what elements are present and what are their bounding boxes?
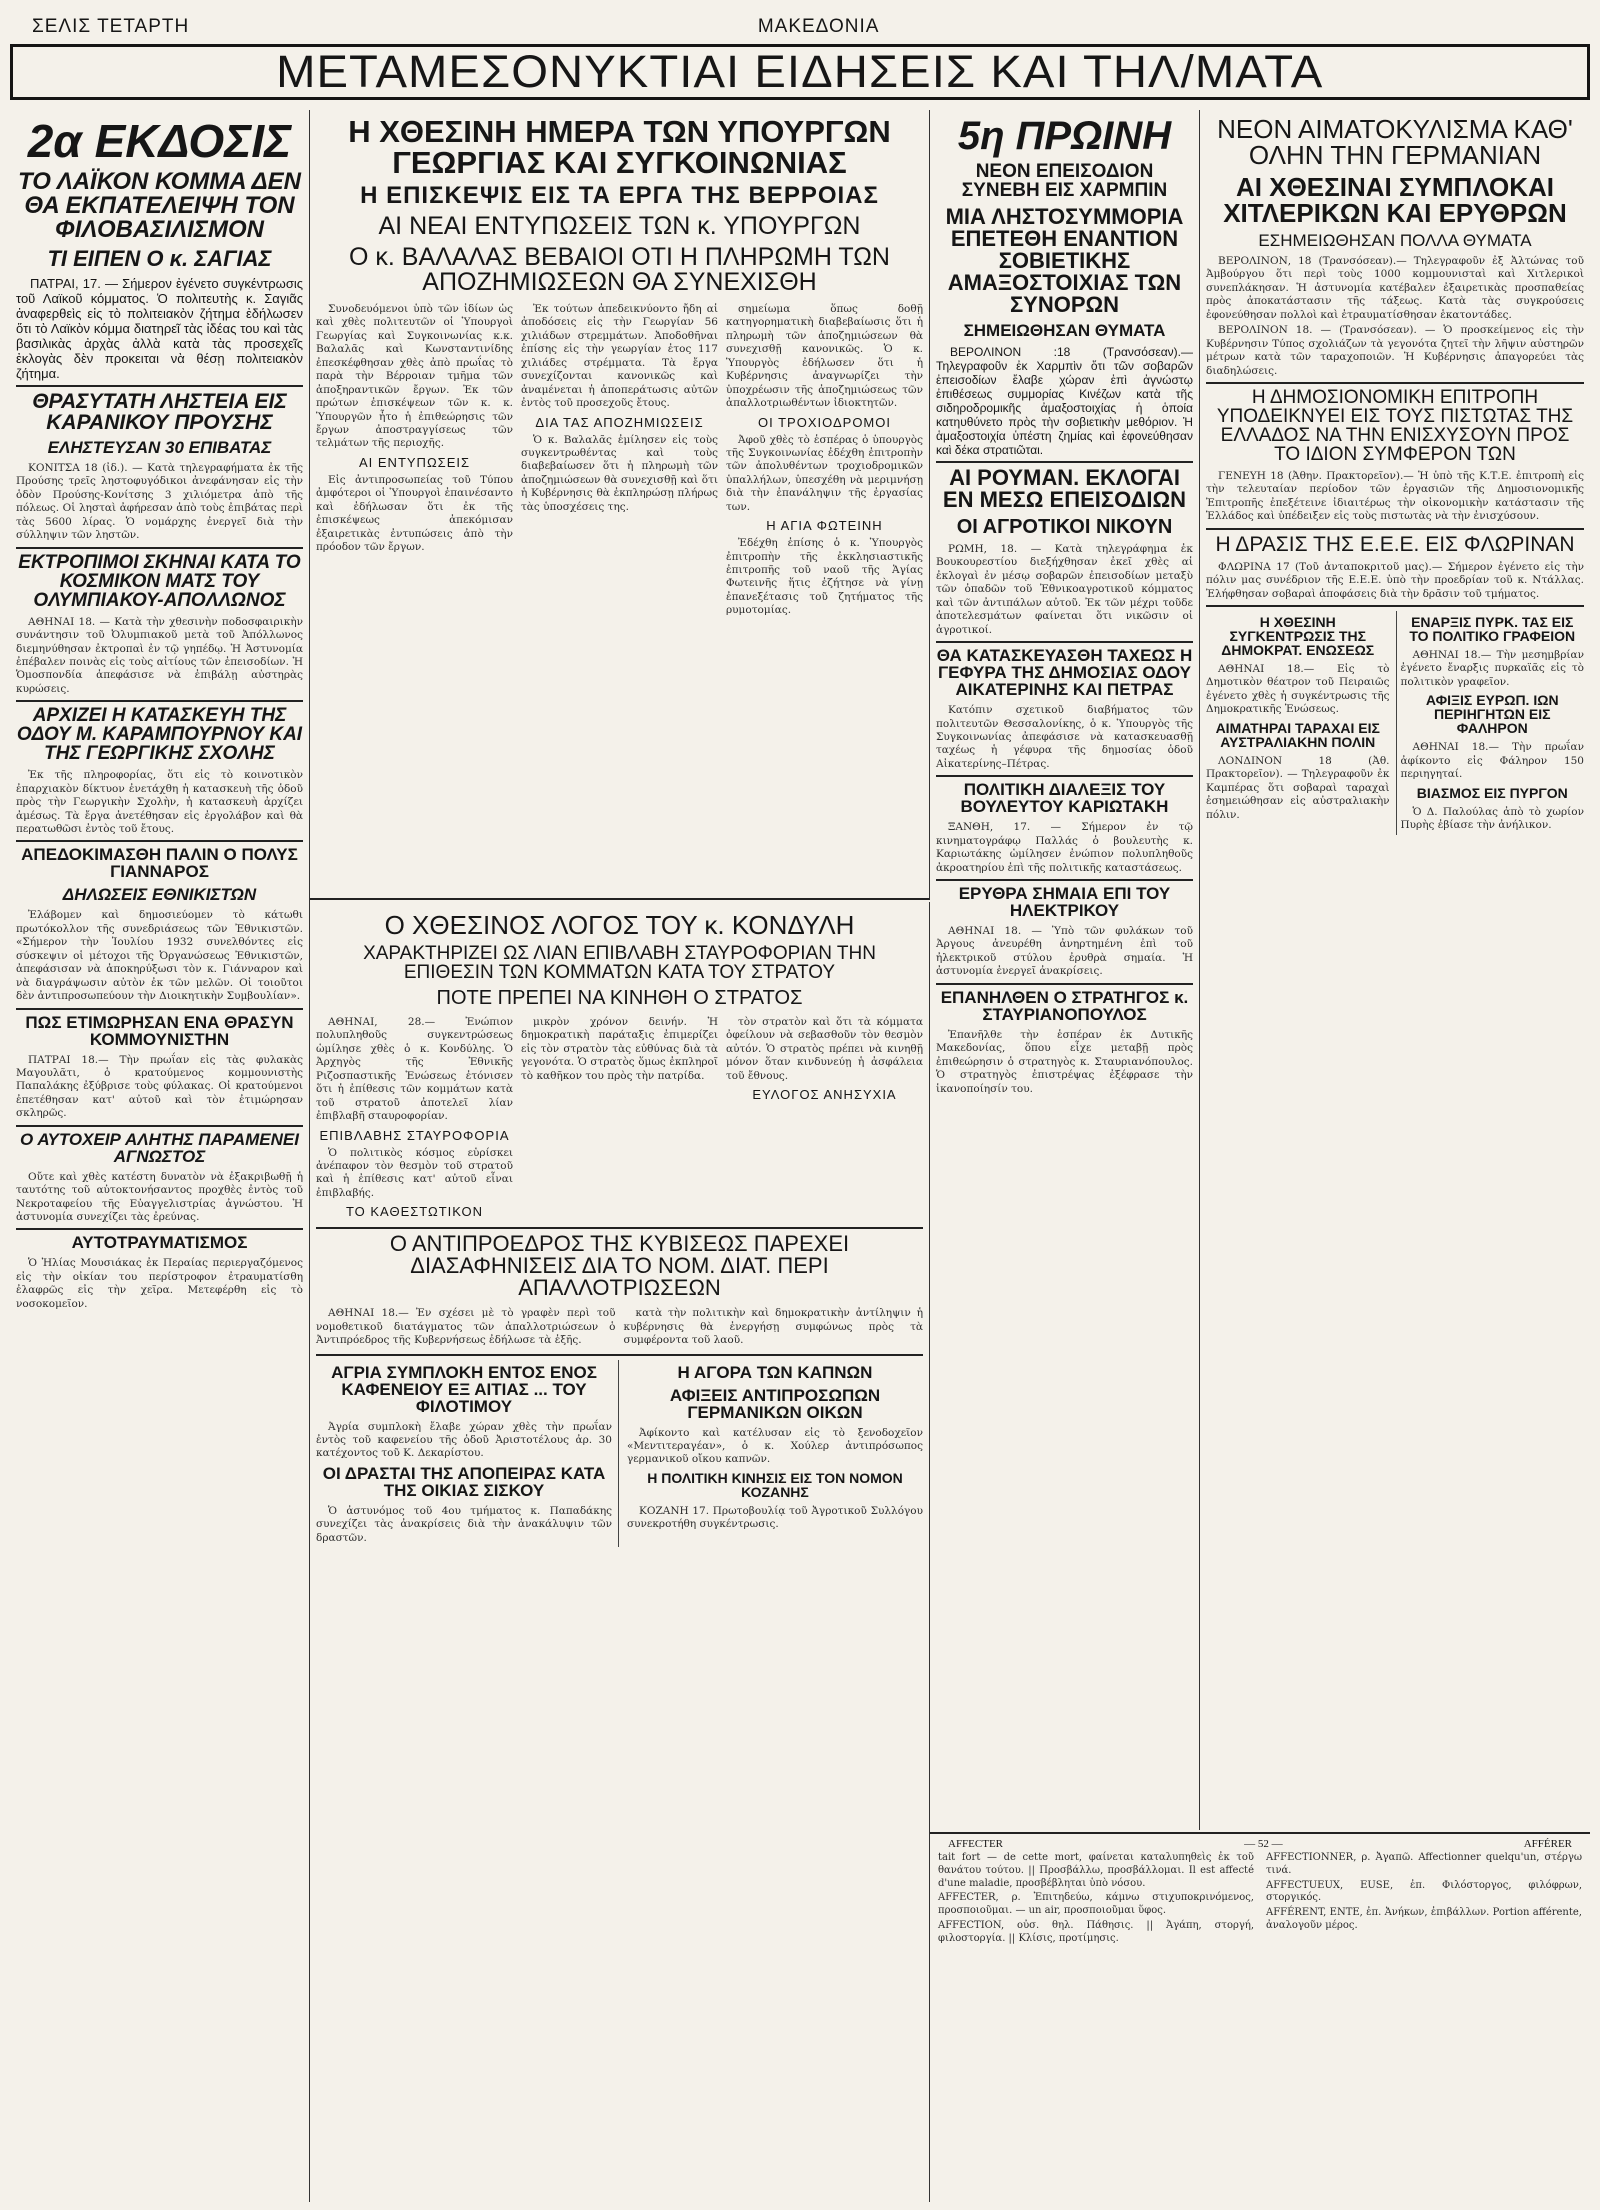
article-body: Ἐκ τούτων ἀπεδεικνύοντο ἤδη αἱ ἀποδόσεις εἰς τὴν Γεωργίαν 56 χιλιάδων στρεμμάτων. Ἀποδοθῆναι ἐπίσης εἰς τὴν γεωργίαν ἐτος 117 χιλιάδες στρέμματα. Τὰ ἔργα συνεχίζονται κανονικῶς καὶ ἀναμένεται ἡ ἀποπεράτωσις αὐτῶν ἐντὸς τοῦ προσεχοῦς ἔτους. [521, 303, 718, 410]
article-body: ΞΑΝΘΗ, 17. — Σήμερον ἐν τῷ κινηματογράφῳ Παλλάς ὁ βουλευτὴς κ. Καριωτάκης ὡμίλησεν ἐνώπιον πολυπληθοῦς ἀκροατηρίου ἐπὶ τῆς πολιτικῆς καταστάσεως. [936, 821, 1193, 874]
headline: ΠΟΛΙΤΙΚΗ ΔΙΑΛΕΞΙΣ ΤΟΥ ΒΟΥΛΕΥΤΟΥ ΚΑΡΙΩΤΑΚΗ [960, 780, 1169, 817]
divider [16, 547, 303, 549]
subheadline: ΑΙ ΝΕΑΙ ΕΝΤΥΠΩΣΕΙΣ ΤΩΝ κ. ΥΠΟΥΡΓΩΝ [378, 212, 861, 240]
article-body: Ὁ κ. Βαλαλᾶς ἐμίλησεν εἰς τοὺς συγκεντρωθέντας καὶ τοὺς διαβεβαίωσεν ὅτι ἡ πληρωμὴ τῶν ἀποζημιώσεων θὰ συνεχισθῇ καὶ ὅτι ἡ Κυβέρνησις θὰ ἐκπληρώσῃ πλήρως τὰς ὑποσχέσεις της. [521, 433, 718, 513]
article-body: Εἰς ἀντιπροσωπείας τοῦ Τύπου ἀμφότεροι οἱ Ὑπουργοὶ ἐπαινέσαντο καὶ ἐδήλωσαν ὅτι ἐκ τῆς ἐπισκέψεως ἀπεκόμισαν ἐξαιρετικὰς ἐντυπώσεις ἀπὸ τὴν πρόοδον τῶν ἔργων. [316, 473, 513, 553]
divider [16, 840, 303, 842]
article-grid [10, 110, 1590, 2202]
subheadline: ΕΛΗΣΤΕΥΣΑΝ 30 ΕΠΙΒΑΤΑΣ [47, 438, 272, 457]
headline: ΤΟ ΛΑΪΚΟΝ ΚΟΜΜΑ ΔΕΝ ΘΑ ΕΚΠΑΤΕΛΕΙΨΗ ΤΟΝ ΦΙΛΟΒΑΣΙΛΙΣΜΟΝ [18, 168, 301, 243]
section-heading: ΕΥΛΟΓΟΣ ΑΝΗΣΥΧΙΑ [752, 1087, 897, 1103]
dictionary-entry: AFFECTIONNER, ρ. Ἀγαπῶ. Affectionner quelqu'un, στέργω τινά. [1266, 1852, 1582, 1876]
headline: ΝΕΟΝ ΕΠΕΙΣΟΔΙΟΝ ΣΥΝΕΒΗ ΕΙΣ ΧΑΡΜΠΙΝ [961, 161, 1168, 201]
subheadline: ΣΗΜΕΙΩΘΗΣΑΝ ΘΥΜΑΤΑ [963, 321, 1166, 340]
column-2 [310, 110, 930, 900]
dictionary-columns [938, 1850, 1582, 1948]
dictionary-entry: AFFECTUEUX, EUSE, ἐπ. Φιλόστοργος, φιλόφρων, στοργικός. [1266, 1879, 1582, 1904]
subheadline: ΧΑΡΑΚΤΗΡΙΖΕΙ ΩΣ ΛΙΑΝ ΕΠΙΒΛΑΒΗ ΣΤΑΥΡΟΦΟΡΙΑΝ ΤΗΝ ΕΠΙΘΕΣΙΝ ΤΩΝ ΚΟΜΜΑΤΩΝ ΚΑΤΑ ΤΟΥ ΣΤΡΑΤΟΥ [363, 943, 876, 983]
news-item [316, 1360, 619, 1548]
text-column [316, 301, 513, 620]
dictionary-page-number: — 52 — [1244, 1838, 1283, 1850]
subheadline: ΤΙ ΕΙΠΕΝ Ο κ. ΣΑΓΙΑΣ [47, 246, 272, 271]
headline: Η ΔΗΜΟΣΙΟΝΟΜΙΚΗ ΕΠΙΤΡΟΠΗ ΥΠΟΔΕΙΚΝΥΕΙ ΕΙΣ ΤΟΥΣ ΠΙΣΤΩΤΑΣ ΤΗΣ ΕΛΛΑΔΟΣ ΝΑ ΤΗΝ ΕΝΙΣΧΥΣΟΥΝ ΠΡΟΣ ΤΟ ΙΔΙΟΝ ΣΥΜΦΕΡΟΝ ΤΩΝ [1216, 386, 1574, 465]
article-body: Ἀφίκοντο καὶ κατέλυσαν εἰς τὸ ξενοδοχεῖον «Μεντιτεραγέαν», ὁ κ. Χούλερ ἀντιπρόσωπος γερμανικοῦ οἴκου καπνῶν. [627, 1426, 923, 1466]
article-body: τὸν στρατὸν καὶ ὅτι τὰ κόμματα ὀφείλουν νὰ σεβασθοῦν τὸν θεσμὸν αὐτόν. Ὁ στρατὸς πρέπει νὰ κινηθῇ μόνον ὅταν κινδυνεύῃ ἡ ἀσφάλεια τοῦ ἔθνους. [726, 1016, 923, 1082]
headline: Η ΔΡΑΣΙΣ ΤΗΣ Ε.Ε.Ε. ΕΙΣ ΦΛΩΡΙΝΑΝ [1215, 532, 1575, 556]
text-column [316, 1014, 513, 1223]
subheadline: ΕΣΗΜΕΙΩΘΗΣΑΝ ΠΟΛΛΑ ΘΥΜΑΤΑ [1258, 231, 1532, 250]
divider [16, 385, 303, 387]
divider [16, 700, 303, 702]
newspaper-page [10, 8, 1590, 2202]
page-label: ΣΕΛΙΣ ΤΕΤΑΡΤΗ [32, 16, 190, 37]
article-body: ΑΘΗΝΑΙ 18.— Τὴν μεσημβρίαν ἐγένετο ἔναρξις πυρκαϊᾶς εἰς τὸ πολιτικὸν γραφεῖον. [1400, 649, 1584, 688]
masthead-top [10, 8, 1590, 38]
divider [316, 1227, 923, 1229]
divider [1206, 382, 1584, 384]
headline: Η ΑΓΟΡΑ ΤΩΝ ΚΑΠΝΩΝ [677, 1362, 873, 1382]
article-body: Ὁ Ἠλίας Μουσιάκας ἐκ Περαίας περιεργαζόμενος εἰς τὴν οἰκίαν του περίστροφον ἐτραυματίσθη ἐλαφρῶς εἰς τὴν χεῖρα. Μετεφέρθη εἰς τὸ νοσοκομεῖον. [16, 1257, 303, 1310]
article-columns [316, 301, 923, 620]
article-body: Ὁ ἀστυνόμος τοῦ 4ου τμήματος κ. Παπαδάκης συνεχίζει τὰς ἀνακρίσεις διὰ τὴν ἀνακάλυψιν τῶν δραστῶν. [316, 1504, 612, 1544]
headline: ΕΚΤΡΟΠΙΜΟΙ ΣΚΗΝΑΙ ΚΑΤΑ ΤΟ ΚΟΣΜΙΚΟΝ ΜΑΤΣ ΤΟΥ ΟΛΥΜΠΙΑΚΟΥ-ΑΠΟΛΛΩΝΟΣ [18, 551, 301, 611]
news-item [1206, 611, 1390, 835]
headline: ΟΙ ΔΡΑΣΤΑΙ ΤΗΣ ΑΠΟΠΕΙΡΑΣ ΚΑΤΑ ΤΗΣ ΟΙΚΙΑΣ ΣΙΣΚΟΥ [322, 1463, 606, 1500]
article-body: Ἐλάβομεν καὶ δημοσιεύομεν τὸ κάτωθι πρωτόκολλον τῆς συνεδριάσεως τῶν Ἐθνικιστῶν. «Σήμερον τὴν Ἰουλίου 1932 συνελθόντες εἰς σύσκεψιν οἱ μέτοχοι τῆς Ὀργανώσεως Ἐθνικιστῶν, ἀπεφάσισαν νὰ ἀποκηρύξωσι τὸν κ. Γιάνναρον καὶ νὰ διαγράψωσιν αὐτὸν ἐκ τῶν μελῶν. Οἱ τοιοῦτοι δὲν ἀντιπροσωπεύουν τὴν Διοικητικὴν Συμβουλίαν». [16, 909, 303, 1003]
article-body: ΑΘΗΝΑΙ 18. — Κατὰ τὴν χθεσινὴν ποδοσφαιρικὴν συνάντησιν τοῦ Ὀλυμπιακοῦ μετὰ τοῦ Ἀπόλλωνος διεμηνύθησαν ἐκτροπαὶ ἐν τῷ γηπέδῳ. Ἡ Ἀστυνομία ἐπέβαλεν ποινὰς εἰς τοὺς αἰτίους τῶν ἐπεισοδίων. Ἡ Ὁμοσπονδία ἀπεφάσισε νὰ ἐπιβάλῃ αὐστηρὰς κυρώσεις. [16, 615, 303, 695]
article-body: ΑΘΗΝΑΙ 18. — Ὑπὸ τῶν φυλάκων τοῦ Ἀργους ἀνευρέθη ἀνηρτημένη ἐπὶ τοῦ ἠλεκτρικοῦ στύλου ἐρυθρὰ σημαία. Ἡ ἀστυνομία ἐνεργεῖ ἀνακρίσεις. [936, 925, 1193, 978]
article-body: ΡΩΜΗ, 18. — Κατὰ τηλεγράφημα ἐκ Βουκουρεστίου διεξήχθησαν ἐκεῖ χθὲς αἱ ἐκλογαὶ ἐν μέσῳ σοβαρῶν ἐπεισοδίων μεταξὺ τῶν ὀπαδῶν τοῦ Ἐθνικοαγροτικοῦ κόμματος καὶ τῶν ἀντιπάλων αὐτοῦ. Ἐκ τῶν μέχρι τοῦδε ἀποτελεσμάτων φαίνεται ὅτι νικῶσιν οἱ ἀγροτικοί. [936, 543, 1193, 636]
headline: ΕΠΑΝΗΛΘΕΝ Ο ΣΤΡΑΤΗΓΟΣ κ. ΣΤΑΥΡΙΑΝΟΠΟΥΛΟΣ [940, 987, 1189, 1024]
article-body: Συνοδευόμενοι ὑπὸ τῶν ἰδίων ὡς καὶ χθὲς πολιτευτῶν οἱ Ὑπουργοὶ Γεωργίας καὶ Συγκοινωνίας κ.κ. Βαλαλᾶς καὶ Κωνσταντινίδης ἐπεσκέφθησαν χθὲς ἀπὸ πρωΐας τὸ παρὰ τὴν Βέρροιαν τμῆμα τῶν ἀποξηραντικῶν ἔργων. Ἐκ τῶν πρώτων ἐπισκέψεων τῶν κ. κ. Ὑπουργῶν ἦτο ἡ ἐπιθεώρησις τῶν ἔργων ἀποστραγγίσεως τῶν τελμάτων τῆς περιοχῆς. [316, 303, 513, 450]
article-body: Ὁ πολιτικὸς κόσμος εὑρίσκει ἀνέπαφον τὸν θεσμὸν τοῦ στρατοῦ καὶ ἡ ἐπίθεσις κατ' αὐτοῦ εἶναι ἐπιβλαβής. [316, 1146, 513, 1199]
article-body: ΒΕΡΟΛΙΝΟΝ, 18 (Τρανσόσεαν).— Τηλεγραφοῦν ἐξ Ἀλτώνας τοῦ Ἀμβούργου ὅτι περὶ τοὺς 1000 κομμουνισταὶ καὶ Χιτλερικοὶ συνεπλάκησαν. Ἡ ἀστυνομία κατέβαλεν ἐξαιρετικὰς προσπαθείας πρὸς ἀποκατάστασιν τῆς τάξεως. Κατὰ τὰς συγκρούσεις ἐφονεύθησαν πολλοὶ καὶ ἐτραυματίσθησαν ἑκατοντάδες. [1206, 255, 1584, 321]
news-item [627, 1360, 923, 1548]
article-body: ΑΘΗΝΑΙ 18.— Τὴν πρωΐαν ἀφίκοντο εἰς Φάληρον 150 περιηγηταί. [1400, 741, 1584, 781]
article-body: Ἐκ τῆς πληροφορίας, ὅτι εἰς τὸ κοινοτικὸν ἐπαρχιακὸν δίκτυον ἐνετάχθη ἡ κατασκευὴ τῆς ὁδοῦ πρὸς τὴν Γεωργικὴν Σχολὴν, ἡ κατασκευὴ ἀρχίζει ἀμέσως. Τὰ ἔργα ἀνετέθησαν εἰς ἐργολάβον καὶ θὰ περατωθῶσι ἐντὸς τοῦ ἔτους. [16, 769, 303, 835]
article-columns [316, 1305, 923, 1349]
article-body: Ἀφοῦ χθὲς τὸ ἑσπέρας ὁ ὑπουργὸς τῆς Συγκοινωνίας ἐδέχθη ἐπιτροπὴν τῶν ἀπολυθέντων τροχιοδρομικῶν ὑπαλλήλων, ὑπεσχέθη νὰ μεριμνήσῃ διὰ τὴν ἐπανάληψιν τῆς ἐργασίας των. [726, 433, 923, 513]
article-body: Ἐπανῆλθε τὴν ἑσπέραν ἐκ Δυτικῆς Μακεδονίας, ὅπου εἶχε μεταβῇ πρὸς ἐπιθεώρησιν ὁ στρατηγὸς κ. Σταυριανόπουλος. Ὁ στρατηγὸς ἐπιστρέψας ἐξέφρασε τὴν ἱκανοποίησίν του. [936, 1028, 1193, 1095]
headline: ΘΡΑΣΥΤΑΤΗ ΛΗΣΤΕΙΑ ΕΙΣ ΚΑΡΑΝΙΚΟΥ ΠΡΟΥΣΗΣ [32, 390, 287, 434]
headline: ΑΓΡΙΑ ΣΥΜΠΛΟΚΗ ΕΝΤΟΣ ΕΝΟΣ ΚΑΦΕΝΕΙΟΥ ΕΞ ΑΙΤΙΑΣ ... ΤΟΥ ΦΙΛΟΤΙΜΟΥ [331, 1362, 597, 1416]
subheadline: ΔΗΛΩΣΕΙΣ ΕΘΝΙΚΙΣΤΩΝ [62, 885, 257, 905]
divider [16, 1008, 303, 1010]
section-heading: ΟΙ ΤΡΟΧΙΟΔΡΟΜΟΙ [758, 414, 891, 430]
section-heading: Η ΑΓΙΑ ΦΩΤΕΙΝΗ [766, 518, 883, 534]
article-body: Ὁ Δ. Παλούλας ἀπὸ τὸ χωρίον Πυρὴς ἐβίασε τὴν ἀνήλικον. [1400, 805, 1584, 832]
dictionary-right-word: AFFÉRER [1523, 1838, 1572, 1850]
dictionary-left-word: AFFECTER [948, 1838, 1004, 1850]
newspaper-name: ΜΑΚΕΔΟΝΙΑ [757, 16, 880, 37]
headline: Η ΠΟΛΙΤΙΚΗ ΚΙΝΗΣΙΣ ΕΙΣ ΤΟΝ ΝΟΜΟΝ ΚΟΖΑΝΗΣ [647, 1469, 903, 1500]
headline: ΠΩΣ ΕΤΙΜΩΡΗΣΑΝ ΕΝΑ ΘΡΑΣΥΝ ΚΟΜΜΟΥΝΙΣΤΗΝ [25, 1012, 294, 1049]
divider [936, 461, 1193, 463]
article-columns [316, 1014, 923, 1223]
dictionary-entry: AFFECTION, οὐσ. θηλ. Πάθησις. || Ἀγάπη, στοργή, φιλοστοργία. || Κλίσις, προτίμησις. [938, 1919, 1254, 1944]
headline: ΘΑ ΚΑΤΑΣΚΕΥΑΣΘΗ ΤΑΧΕΩΣ Η ΓΕΦΥΡΑ ΤΗΣ ΔΗΜΟΣΙΑΣ ΟΔΟΥ ΑΙΚΑΤΕΡΙΝΗΣ ΚΑΙ ΠΕΤΡΑΣ [936, 646, 1193, 700]
article-body: Ἀγρία συμπλοκὴ ἔλαβε χώραν χθὲς τὴν πρωΐαν ἐντὸς τοῦ καφενείου τῆς ὁδοῦ Ἀριστοτέλους ἀρ. 30 κατέχοντος τοῦ Κ. Δεκαρίστου. [316, 1420, 612, 1460]
article-body: ΑΘΗΝΑΙ 18.— Εἰς τὸ Δημοτικὸν θέατρον τοῦ Πειραιῶς ἐγένετο χθὲς ἡ συγκέντρωσις τῆς Δημοκρατικῆς Ἑνώσεως. [1206, 663, 1390, 716]
divider [1206, 528, 1584, 530]
edition-label: 2α ΕΚΔΟΣΙΣ [27, 115, 292, 167]
dictionary-column [938, 1850, 1254, 1948]
subheadline: ΑΦΙΞΕΙΣ ΑΝΤΙΠΡΟΣΩΠΩΝ ΓΕΡΜΑΝΙΚΩΝ ΟΙΚΩΝ [669, 1385, 881, 1422]
headline: ΑΡΧΙΖΕΙ Η ΚΑΤΑΣΚΕΥΗ ΤΗΣ ΟΔΟΥ Μ. ΚΑΡΑΜΠΟΥΡΝΟΥ ΚΑΙ ΤΗΣ ΓΕΩΡΓΙΚΗΣ ΣΧΟΛΗΣ [16, 705, 303, 765]
dictionary-entry: tait fort — de cette mort, φαίνεται καταλυπηθεὶς ἐκ τοῦ θανάτου τούτου. || Προσβάλλω, προσβάλλομαι. Il est affecté d'une maladie, προσβέβληται ὑπὸ νόσου. [938, 1852, 1254, 1889]
headline: ΑΙΜΑΤΗΡΑΙ ΤΑΡΑΧΑΙ ΕΙΣ ΑΥΣΤΡΑΛΙΑΚΗΝ ΠΟΛΙΝ [1215, 719, 1380, 750]
article-body: ΦΛΩΡΙΝΑ 17 (Τοῦ ἀνταποκριτοῦ μας).— Σήμερον ἐγένετο εἰς τὴν πόλιν μας συνέδριον τῆς Ε.Ε.Ε. ὑπὸ τὴν προεδρίαν τοῦ κ. Ντάλλας. Ἐλήφθησαν σοβαραὶ ἀποφάσεις διὰ τὴν δρᾶσιν τοῦ τμήματος. [1206, 560, 1584, 600]
dictionary-entry: AFFÉRENT, ENTE, ἐπ. Ἀνήκων, ἐπιβάλλων. Portion afférente, ἀναλογοῦν μέρος. [1266, 1907, 1582, 1931]
headline: Ο ΑΥΤΟΧΕΙΡ ΑΛΗΤΗΣ ΠΑΡΑΜΕΝΕΙ ΑΓΝΩΣΤΟΣ [20, 1129, 299, 1166]
article-body: ΑΘΗΝΑΙ, 28.— Ἐνώπιον πολυπληθοῦς συγκεντρώσεως ὡμίλησε χθὲς ὁ κ. Κονδύλης. Ὁ Ἀρχηγὸς τῆς Ἐθνικῆς Ριζοσπαστικῆς Ἑνώσεως ἐτόνισεν ὅτι ἡ ἐπίθεσις τῶν κομμάτων κατὰ τοῦ στρατοῦ ἀποτελεῖ λίαν ἐπιβλαβῆ σταυροφορίαν. [316, 1016, 513, 1123]
section-heading: ΤΟ ΚΑΘΕΣΤΩΤΙΚΟΝ [345, 1204, 484, 1220]
edition-label: 5η ΠΡΩΙΝΗ [957, 114, 1172, 158]
section-heading: ΑΙ ΕΝΤΥΠΩΣΕΙΣ [358, 454, 471, 470]
divider [936, 983, 1193, 985]
headline: Ο ΧΘΕΣΙΝΟΣ ΛΟΓΟΣ ΤΟΥ κ. ΚΟΝΔΥΛΗ [384, 910, 855, 940]
article-body: ΠΑΤΡΑΙ 18.— Τὴν πρωΐαν εἰς τὰς φυλακὰς Μαγουλᾶτι, ὁ κρατούμενος κομμουνιστὴς Παπαλάκης ἐξύβρισε τοὺς φύλακας. Οἱ κρατούμενοι ἐπετέθησαν κατ' αὐτοῦ καὶ τὸν ἐτιμώρησαν σκληρῶς. [16, 1053, 303, 1120]
section-heading: ΕΠΙΒΛΑΒΗΣ ΣΤΑΥΡΟΦΟΡΙΑ [319, 1127, 510, 1143]
article-body: ΒΕΡΟΛΙΝΟΝ :18 (Τρανσόσεαν).— Τηλεγραφοῦν ἐκ Χαρμπὶν ὅτι τῶν σοβαρῶν ἐπεισοδίων ἔλαβε χώραν ἐπὶ ἀγνώστῳ ἐπιθέσεως συμμορίας Κινέζων κατὰ τῆς σιδηροδρομικῆς ἀμαξοστοιχίας ἡ ὁποία κατηυθύνετο πρὸς τὴν σοβιετικὴν μεθόριον. Ἡ ἁμαξοστοιχία ὑπέστη ζημίας καὶ ἐφονεύθησαν καὶ δέκα στρατιῶται. [936, 345, 1193, 457]
text-column [521, 301, 718, 620]
section-banner [10, 44, 1590, 100]
article-body: Κατόπιν σχετικοῦ διαβήματος τῶν πολιτευτῶν Θεσσαλονίκης, ὁ κ. Ὑπουργὸς τῆς Συγκοινωνίας ἀπεφάσισε νὰ κατασκευασθῇ ταχέως ἡ γέφυρα τῆς δημοσίας ὁδοῦ Αἰκατερίνης–Πέτρας. [936, 704, 1193, 770]
headline: Ο ΑΝΤΙΠΡΟΕΔΡΟΣ ΤΗΣ ΚΥΒΙΣΕΩΣ ΠΑΡΕΧΕΙ ΔΙΑΣΑΦΗΝΙΣΕΙΣ ΔΙΑ ΤΟ ΝΟΜ. ΔΙΑΤ. ΠΕΡΙ ΑΠΑΛΛΟΤΡΙΩΣΕΩΝ [389, 1231, 850, 1301]
headline: ΕΝΑΡΞΙΣ ΠΥΡΚ. ΤΑΣ ΕΙΣ ΤΟ ΠΟΛΙΤΙΚΟ ΓΡΑΦΕΙΟΝ [1409, 614, 1576, 644]
middle-block [310, 902, 930, 2202]
article-body: ΚΟΖΑΝΗ 17. Πρωτοβουλίᾳ τοῦ Ἀγροτικοῦ Συλλόγου συνεκροτήθη συγκέντρωσις. [627, 1504, 923, 1531]
section-heading: ΔΙΑ ΤΑΣ ΑΠΟΖΗΜΙΩΣΕΙΣ [535, 414, 704, 430]
bottom-articles [316, 1360, 923, 1548]
text-column [726, 1014, 923, 1223]
subheadline: Ο κ. ΒΑΛΑΛΑΣ ΒΕΒΑΙΟΙ ΟΤΙ Η ΠΛΗΡΩΜΗ ΤΩΝ ΑΠΟΖΗΜΙΩΣΕΩΝ ΘΑ ΣΥΝΕΧΙΣΘΗ [349, 243, 890, 296]
article-body: μικρὸν χρόνον δεινήν. Ἡ δημοκρατικὴ παράταξις ἐπιμερίζει εἰς τὸν στρατὸν τὰς εὐθύνας διὰ τὰ γεγονότα. Ὁ στρατὸς ὅμως ἐκπληροῖ τὸ καθῆκον του πρὸς τὴν πατρίδα. [521, 1016, 718, 1082]
divider [1206, 605, 1584, 607]
article-body: ΓΕΝΕΥΗ 18 (Ἀθην. Πρακτορεῖον).— Ἡ ὑπὸ τῆς Κ.Τ.Ε. ἐπιτροπὴ εἰς τὴν τελευταίαν περίοδον τῶν ἐργασιῶν τῆς Δημοσιονομικῆς Ἐπιτροπῆς ἐπεξέτεινε ἰδιαιτέρως τὴν οἰκονομικὴν κατάστασιν τῆς Ἑλλάδος καὶ ὑπέδειξεν εἰς τοὺς πιστωτὰς νὰ τὴν ἐνισχύσουν. [1206, 469, 1584, 523]
article-body: Ἐδέχθη ἐπίσης ὁ κ. Ὑπουργὸς ἐπιτροπὴν τῆς ἐκκλησιαστικῆς ἐπιτροπῆς τοῦ ναοῦ τῆς Ἁγίας Φωτεινῆς ἥτις ἐζήτησε νὰ γίνῃ ἐπανεξέτασις τοῦ ζητήματος τῆς ρυμοτομίας. [726, 537, 923, 617]
news-item [1396, 611, 1585, 835]
divider [936, 879, 1193, 881]
column-4 [1200, 110, 1590, 1830]
column-1 [10, 110, 310, 2202]
headline: ΑΠΕΔΟΚΙΜΑΣΘΗ ΠΑΛΙΝ Ο ΠΟΛΥΣ ΓΙΑΝΝΑΡΟΣ [21, 845, 298, 882]
divider [316, 1354, 923, 1356]
news-row [1206, 611, 1584, 835]
subheadline: ΠΟΤΕ ΠΡΕΠΕΙ ΝΑ ΚΙΝΗΘΗ Ο ΣΤΡΑΤΟΣ [436, 987, 803, 1009]
dictionary-header [938, 1838, 1582, 1850]
headline: ΑΦΙΞΙΣ ΕΥΡΩΠ. ΙΩΝ ΠΕΡΙΗΓΗΤΩΝ ΕΙΣ ΦΑΛΗΡΟΝ [1425, 692, 1559, 737]
headline: ΑΥΤΟΤΡΑΥΜΑΤΙΣΜΟΣ [71, 1233, 248, 1253]
headline: ΝΕΟΝ ΑΙΜΑΤΟΚΥΛΙΣΜΑ ΚΑΘ' ΟΛΗΝ ΤΗΝ ΓΕΡΜΑΝΙΑΝ [1217, 114, 1573, 170]
headline: ΑΙ ΧΘΕΣΙΝΑΙ ΣΥΜΠΛΟΚΑΙ ΧΙΤΛΕΡΙΚΩΝ ΚΑΙ ΕΡΥΘΡΩΝ [1223, 172, 1567, 228]
headline: ΕΡΥΘΡΑ ΣΗΜΑΙΑ ΕΠΙ ΤΟΥ ΗΛΕΚΤΡΙΚΟΥ [958, 884, 1171, 920]
article-body: κατὰ τὴν πολιτικὴν καὶ δημοκρατικὴν ἀντίληψιν ἡ κυβέρνησις θὰ ἐνεργήσῃ συμφώνως πρὸς τὰ συμφέροντα τοῦ λαοῦ. [623, 1307, 923, 1347]
dictionary-insert [930, 1832, 1590, 2202]
subheadline: ΟΙ ΑΓΡΟΤΙΚΟΙ ΝΙΚΟΥΝ [956, 516, 1173, 538]
article-body: ΚΟΝΙΤΣΑ 18 (ἰδ.). — Κατὰ τηλεγραφήματα ἐκ τῆς Προύσης τρεῖς ληστοφυγόδικοι ἀνεφάνησαν εἰς τὴν ὁδὸν Προύσης-Κονίτσης 3 χιλιόμετρα ἀπὸ τῆς πόλεως. Οἱ λησταὶ ἀφήρεσαν ἀπὸ τοὺς ἐπιβάτας περὶ τὰς 5600 λίρας. Ὁ νομάρχης ἐνεργεῖ διὰ τὴν σύλληψιν τῶν ληστῶν. [16, 462, 303, 542]
subheadline: Η ΕΠΙΣΚΕΨΙΣ ΕΙΣ ΤΑ ΕΡΓΑ ΤΗΣ ΒΕΡΡΟΙΑΣ [360, 182, 879, 209]
banner-title: ΜΕΤΑΜΕΣΟΝΥΚΤΙΑΙ ΕΙΔΗΣΕΙΣ ΚΑΙ ΤΗΛ/ΜΑΤΑ [276, 46, 1324, 97]
dictionary-entry: AFFECTER, ρ. Ἐπιτηδεύω, κάμνω στιχυποκρινόμενος, προσποιοῦμαι. — un air, προσποιοῦμαι ὕφος. [938, 1892, 1254, 1917]
text-column [726, 301, 923, 620]
headline: ΒΙΑΣΜΟΣ ΕΙΣ ΠΥΡΓΟΝ [1416, 784, 1568, 801]
divider [16, 1228, 303, 1230]
text-column [521, 1014, 718, 1223]
headline: ΜΙΑ ΛΗΣΤΟΣΥΜΜΟΡΙΑ ΕΠΕΤΕΘΗ ΕΝΑΝΤΙΟΝ ΣΟΒΙΕΤΙΚΗΣ ΑΜΑΞΟΣΤΟΙΧΙΑΣ ΤΩΝ ΣΥΝΟΡΩΝ [945, 204, 1184, 317]
article-body: ΠΑΤΡΑΙ, 17. — Σήμερον ἐγένετο συγκέντρωσις τοῦ Λαϊκοῦ κόμματος. Ὁ πολιτευτὴς κ. Σαγιᾶς ἀναφερθεὶς εἰς τὸ πολιτειακὸν ζήτημα ἐδήλωσεν ὅτι τὸ Λαϊκὸν κόμμα διατηρεῖ τὰς ἰδέας του καὶ τὰς βασιλικὰς ἀρχὰς ἀλλὰ κατὰ τὰς προσεχεῖς ἐκλογὰς δὲν προκειται νὰ θέσῃ πολιτειακὸν ζήτημα. [16, 276, 303, 381]
divider [16, 1125, 303, 1127]
headline: Η ΧΘΕΣΙΝΗ ΣΥΓΚΕΝΤΡΩΣΙΣ ΤΗΣ ΔΗΜΟΚΡΑΤ. ΕΝΩΣΕΩΣ [1221, 614, 1375, 658]
article-body: ΛΟΝΔΙΝΟΝ 18 (Ἀθ. Πρακτορεῖον). — Τηλεγραφοῦν ἐκ Καμπέρας ὅτι σοβαραὶ ταραχαὶ ἐσημειώθησαν εἰς αὐστραλιακὴν πόλιν. [1206, 754, 1390, 821]
article-body: σημείωμα ὅπως δοθῇ κατηγορηματικὴ διαβεβαίωσις ὅτι ἡ πληρωμὴ τῶν ἀποζημιώσεων θὰ συνεχισθῇ κανονικῶς. Ὁ κ. Ὑπουργὸς ἐδήλωσεν ὅτι ἡ Κυβέρνησις ἀναγνωρίζει τὴν ὑποχρέωσιν τῆς ἀποζημιώσεως τῶν ἀπαλλοτριωθέντων ἰδιοκτητῶν. [726, 303, 923, 410]
headline: ΑΙ ΡΟΥΜΑΝ. ΕΚΛΟΓΑΙ ΕΝ ΜΕΣΩ ΕΠΕΙΣΟΔΙΩΝ [942, 465, 1187, 512]
article-body: Οὔτε καὶ χθὲς κατέστη δυνατὸν νὰ ἐξακριβωθῇ ἡ ταυτότης τοῦ αὐτοκτονήσαντος προχθὲς ἐντὸς τοῦ Νεκροταφείου τῆς Εὐαγγελιστρίας ἀγνώστου. Ἡ ἀστυνομία συνεχίζει τὰς ἐρεύνας. [16, 1170, 303, 1223]
column-3 [930, 110, 1200, 1830]
article-body: ΒΕΡΟΛΙΝΟΝ 18. — (Τρανσόσεαν). — Ὁ προσκείμενος εἰς τὴν Κυβέρνησιν Τύπος σχολιάζων τὰ γεγονότα ζητεῖ τὴν λῆψιν αὐστηρῶν μέτρων κατὰ τῶν ταραχοποιῶν. Ἡ Κυβέρνησις ἀπαγορεύει τὰς διαδηλώσεις. [1206, 324, 1584, 377]
divider [936, 775, 1193, 777]
article-body: ΑΘΗΝΑΙ 18.— Ἐν σχέσει μὲ τὸ γραφὲν περὶ τοῦ νομοθετικοῦ διατάγματος τῶν ἀπαλλοτριώσεων ὁ Ἀντιπρόεδρος τῆς Κυβερνήσεως ἐδήλωσε τὰ ἑξῆς. [316, 1307, 616, 1347]
dictionary-column [1266, 1850, 1582, 1948]
divider [936, 641, 1193, 643]
headline: Η ΧΘΕΣΙΝΗ ΗΜΕΡΑ ΤΩΝ ΥΠΟΥΡΓΩΝ ΓΕΩΡΓΙΑΣ ΚΑΙ ΣΥΓΚΟΙΝΩΝΙΑΣ [348, 114, 891, 180]
